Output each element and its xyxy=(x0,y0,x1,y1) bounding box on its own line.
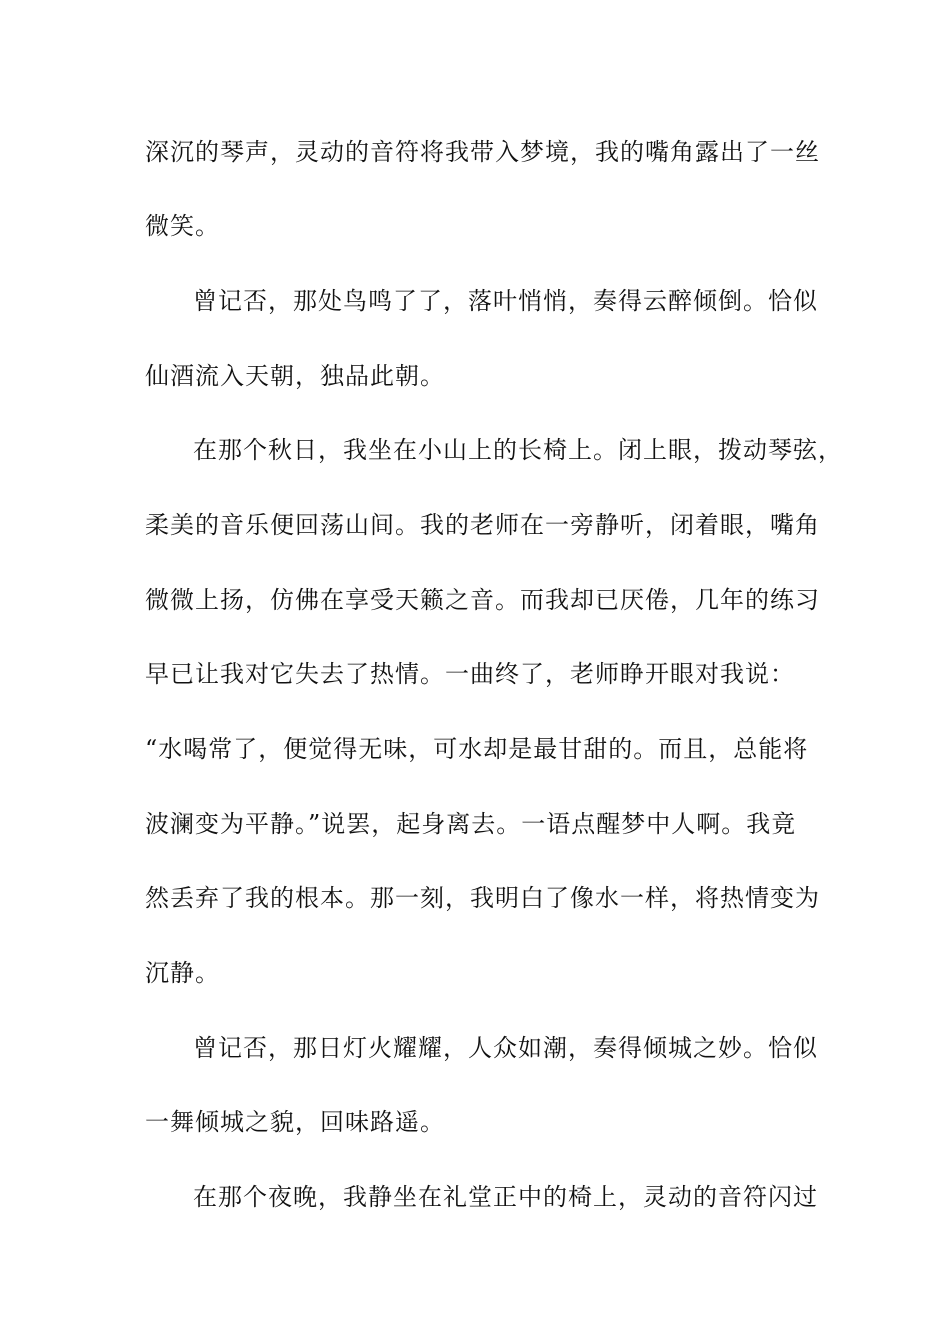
text-line: 早已让我对它失去了热情。一曲终了，老师睁开眼对我说： xyxy=(145,660,795,688)
text-line: 深沉的琴声，灵动的音符将我带入梦境，我的嘴角露出了一丝 xyxy=(145,138,820,166)
paragraph-first-line: 曾记否，那处鸟鸣了了，落叶悄悄，奏得云醉倾倒。恰似 xyxy=(193,287,818,315)
text-line: 柔美的音乐便回荡山间。我的老师在一旁静听，闭着眼，嘴角 xyxy=(145,511,820,539)
paragraph-first-line: 在那个夜晚，我静坐在礼堂正中的椅上，灵动的音符闪过 xyxy=(193,1183,818,1211)
text-line: 沉静。 xyxy=(145,959,220,987)
text-line: 微笑。 xyxy=(145,212,220,240)
paragraph-first-line: 曾记否，那日灯火耀耀，人众如潮，奏得倾城之妙。恰似 xyxy=(193,1034,818,1062)
text-line: 仙酒流入天朝，独品此朝。 xyxy=(145,362,445,390)
text-line: 波澜变为平静。”说罢，起身离去。一语点醒梦中人啊。我竟 xyxy=(145,810,797,838)
text-line: “水喝常了，便觉得无味，可水却是最甘甜的。而且，总能将 xyxy=(145,735,809,763)
text-line: 一舞倾城之貌，回味路遥。 xyxy=(145,1108,445,1136)
text-line: 微微上扬，仿佛在享受天籁之音。而我却已厌倦，几年的练习 xyxy=(145,586,820,614)
paragraph-first-line: 在那个秋日，我坐在小山上的长椅上。闭上眼，拨动琴弦， xyxy=(193,436,843,464)
text-line: 然丢弃了我的根本。那一刻，我明白了像水一样，将热情变为 xyxy=(145,884,820,912)
